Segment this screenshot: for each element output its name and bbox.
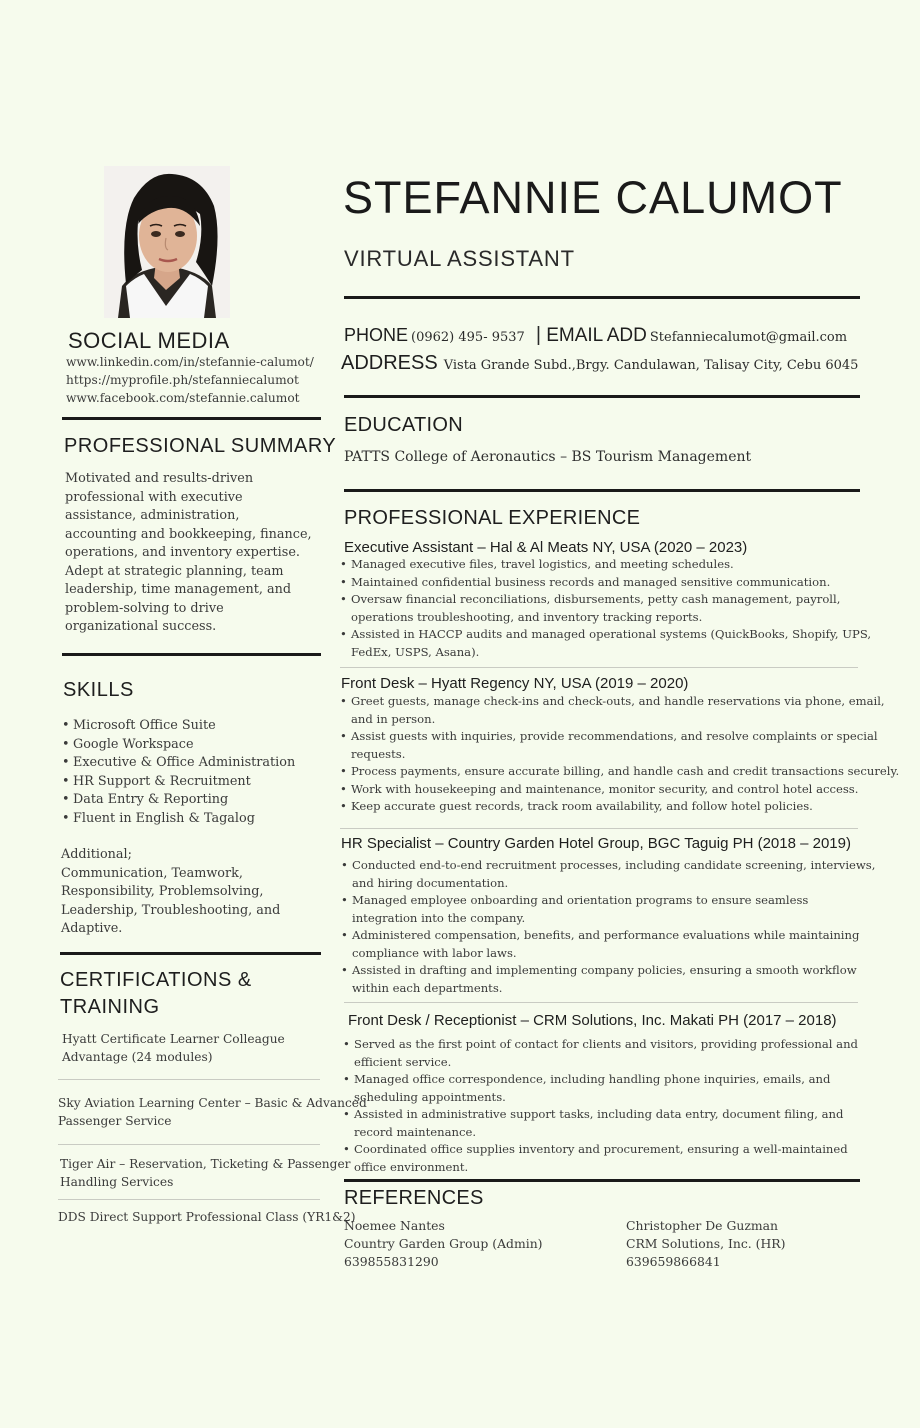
profile-photo — [104, 166, 230, 318]
job-bullet: • Conducted end-to-end recruitment processes, including candidate screening, interviews, and hiring documentation. — [341, 857, 871, 892]
certification-line: Advantage (24 modules) — [62, 1050, 213, 1064]
skill-item: • Executive & Office Administration — [62, 754, 295, 773]
person-portrait-icon — [104, 166, 230, 318]
education-heading: EDUCATION — [344, 414, 463, 436]
email-value: Stefanniecalumot@gmail.com — [649, 330, 848, 345]
job-bullet: • Assisted in drafting and implementing company policies, ensuring a smooth workflow within each departments. — [341, 962, 871, 997]
job-bullet: • Assisted in administrative support tasks, including data entry, document filing, and record maintenance. — [343, 1106, 873, 1141]
social-link-facebook[interactable]: www.facebook.com/stefannie.calumot — [66, 391, 300, 405]
phone-value: (0962) 495- 9537 — [411, 330, 525, 345]
reference-1 — [344, 1217, 543, 1271]
reference-phone: 639855831290 — [344, 1254, 439, 1269]
reference-name: Christopher De Guzman — [626, 1218, 778, 1233]
summary-line: leadership, time management, and — [65, 582, 292, 597]
job-bullets-2 — [340, 693, 900, 816]
candidate-name: STEFANNIE CALUMOT — [343, 172, 843, 223]
skill-item: • Google Workspace — [62, 736, 295, 755]
certifications-heading-line: TRAINING — [60, 996, 160, 1018]
job-title: VIRTUAL ASSISTANT — [344, 246, 575, 271]
divider — [340, 828, 858, 829]
references-heading: REFERENCES — [344, 1187, 484, 1209]
certification-item — [60, 1155, 351, 1191]
additional-line: Adaptive. — [61, 921, 123, 936]
divider — [344, 395, 860, 398]
summary-line: professional with executive — [65, 489, 243, 505]
address-label: ADDRESS — [341, 352, 438, 374]
skill-item: • Fluent in English & Tagalog — [62, 810, 295, 829]
skill-item: • Data Entry & Reporting — [62, 791, 295, 810]
job-bullet: • Coordinated office supplies inventory and procurement, ensuring a well-maintained office environment. — [343, 1141, 873, 1176]
education-entry: PATTS College of Aeronautics – BS Tourism Management — [344, 449, 752, 465]
divider — [344, 296, 860, 299]
job-bullets-4 — [343, 1036, 873, 1176]
job-bullet: • Managed employee onboarding and orientation programs to ensure seamless integration into the company. — [341, 892, 871, 927]
experience-heading: PROFESSIONAL EXPERIENCE — [344, 507, 641, 529]
certifications-heading-line: CERTIFICATIONS & — [60, 969, 252, 991]
summary-line: operations, and inventory expertise. — [65, 545, 300, 560]
job-bullet: • Assist guests with inquiries, provide recommendations, and resolve complaints or special requests. — [340, 728, 870, 763]
summary-line: accounting and bookkeeping, finance, — [65, 526, 312, 542]
skills-heading: SKILLS — [63, 679, 134, 701]
skills-list — [62, 717, 295, 828]
certification-line: Tiger Air – Reservation, Ticketing & Passenger — [60, 1157, 351, 1171]
social-link-linkedin[interactable]: www.linkedin.com/in/stefannie-calumot/ — [66, 355, 314, 369]
summary-line: problem-solving to drive — [65, 600, 224, 616]
summary-line: Motivated and results-driven — [65, 471, 254, 486]
certification-line: DDS Direct Support Professional Class (YR1&2) — [58, 1210, 356, 1224]
social-link-myprofile[interactable]: https://myprofile.ph/stefanniecalumot — [66, 373, 299, 387]
job-bullets-1 — [340, 556, 870, 661]
divider — [62, 653, 321, 656]
additional-line: Leadership, Troubleshooting, and — [61, 902, 281, 918]
reference-name: Noemee Nantes — [344, 1218, 445, 1233]
social-links — [66, 353, 314, 407]
job-bullet: • Managed executive files, travel logistics, and meeting schedules. — [340, 556, 870, 574]
divider — [62, 417, 321, 420]
summary-line: assistance, administration, — [65, 508, 240, 523]
certification-item — [62, 1030, 285, 1066]
job-bullet: • Assisted in HACCP audits and managed operational systems (QuickBooks, Shopify, UPS, FedEx, USPS, Asana). — [340, 626, 870, 661]
additional-line: Communication, Teamwork, — [61, 865, 243, 881]
email-label: EMAIL ADD — [546, 325, 647, 346]
additional-line: Responsibility, Problemsolving, — [61, 884, 264, 899]
reference-phone: 639659866841 — [626, 1254, 721, 1269]
summary-line: Adept at strategic planning, team — [65, 563, 284, 579]
skill-item: • Microsoft Office Suite — [62, 717, 295, 736]
job-title-4: Front Desk / Receptionist – CRM Solutions, Inc. Makati PH (2017 – 2018) — [348, 1012, 837, 1029]
job-bullet: • Maintained confidential business records and managed sensitive communication. — [340, 574, 870, 592]
additional-line: Additional; — [61, 847, 132, 862]
job-bullets-3 — [341, 857, 876, 997]
certification-item — [58, 1094, 367, 1130]
certification-item — [58, 1208, 356, 1226]
divider — [58, 1144, 320, 1145]
job-bullet: • Work with housekeeping and maintenance, monitor security, and control hotel access. — [340, 781, 870, 799]
job-bullet: • Keep accurate guest records, track room availability, and follow hotel policies. — [340, 798, 870, 816]
certification-line: Passenger Service — [58, 1114, 172, 1128]
address-value: Vista Grande Subd.,Brgy. Candulawan, Talisay City, Cebu 6045 — [443, 358, 859, 373]
certification-line: Hyatt Certificate Learner Colleague — [62, 1032, 285, 1046]
certification-line: Handling Services — [60, 1175, 174, 1189]
divider — [344, 1002, 858, 1003]
reference-org: Country Garden Group (Admin) — [344, 1236, 543, 1251]
job-bullet: • Managed office correspondence, including handling phone inquiries, emails, and scheduling appointments. — [343, 1071, 873, 1106]
job-title-2: Front Desk – Hyatt Regency NY, USA (2019 – 2020) — [341, 675, 689, 692]
phone-label: PHONE — [344, 325, 409, 345]
job-bullet: • Served as the first point of contact for clients and visitors, providing professional and efficient service. — [343, 1036, 873, 1071]
job-title-3: HR Specialist – Country Garden Hotel Group, BGC Taguig PH (2018 – 2019) — [341, 835, 851, 852]
divider — [58, 1079, 320, 1080]
reference-2 — [626, 1217, 785, 1271]
contact-separator: | — [535, 324, 542, 346]
job-bullet: • Greet guests, manage check-ins and check-outs, and handle reservations via phone, email, and in person. — [340, 693, 870, 728]
job-title-1: Executive Assistant – Hal & Al Meats NY, USA (2020 – 2023) — [344, 539, 748, 556]
divider — [340, 667, 858, 668]
divider — [58, 1199, 320, 1200]
social-heading: SOCIAL MEDIA — [68, 328, 230, 353]
summary-line: organizational success. — [65, 619, 217, 634]
divider — [60, 952, 321, 955]
reference-org: CRM Solutions, Inc. (HR) — [626, 1236, 786, 1251]
job-bullet: • Administered compensation, benefits, and performance evaluations while maintaining compliance with labor laws. — [341, 927, 871, 962]
summary-text — [65, 470, 312, 637]
divider — [344, 1179, 860, 1182]
address-block — [341, 352, 858, 375]
summary-heading: PROFESSIONAL SUMMARY — [64, 435, 337, 457]
skill-item: • HR Support & Recruitment — [62, 773, 295, 792]
divider — [344, 489, 860, 492]
job-bullet: • Oversaw financial reconciliations, disbursements, petty cash management, payroll, operations troubleshooting, and inventory tracking reports. — [340, 591, 870, 626]
certifications-heading — [60, 967, 252, 1021]
certification-line: Sky Aviation Learning Center – Basic & Advanced — [58, 1096, 367, 1110]
skills-additional — [61, 846, 280, 939]
contact-block — [344, 324, 864, 347]
job-bullet: • Process payments, ensure accurate billing, and handle cash and credit transactions securely. — [340, 763, 870, 781]
